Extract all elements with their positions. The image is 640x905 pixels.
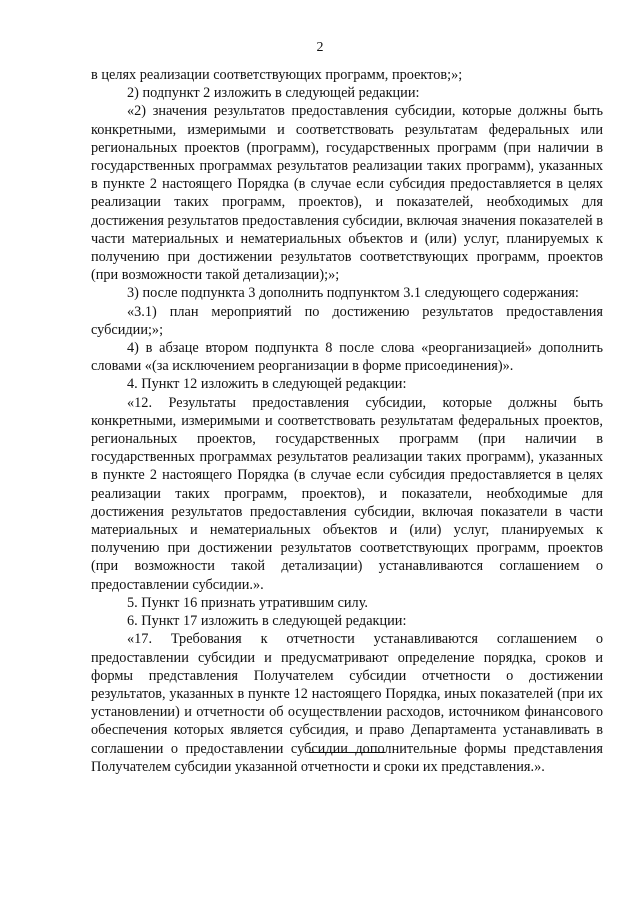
paragraph-subitem-4: 4) в абзаце втором подпункта 8 после слова «реорганизацией» дополнить словами «(за исключением реорганизации в форме присоединения)». (91, 340, 603, 375)
paragraph-subitem-2-heading: 2) подпункт 2 изложить в следующей редакции: (127, 85, 420, 102)
paragraph-subitem-3-1-text: «3.1) план мероприятий по достижению результатов предоставления субсидии;»; (91, 303, 603, 338)
paragraph-item-4-heading: 4. Пункт 12 изложить в следующей редакции: (127, 376, 407, 393)
paragraph-item-6-heading: 6. Пункт 17 изложить в следующей редакции: (127, 613, 407, 630)
paragraph-subitem-3: 3) после подпункта 3 дополнить подпунктом 3.1 следующего содержания: (127, 285, 579, 302)
closing-divider-line (309, 752, 385, 753)
paragraph-item-17-text: «17. Требования к отчетности устанавливаются соглашением о предоставлении субсидии и предусматривают определение порядка, сроков и формы представления Получателем субсидии отчетности о достижении результатов, указанных в пункте 12 настоящего Порядка, иных показателей (при их установлении) и отчетности об осуществлении расходов, источником финансового обеспечения которых является субсидия, и право Департамента устанавливать в соглашении о предоставлении субсидии дополнительные формы представления Получателем субсидии указанной отчетности и сроки их представления.». (91, 631, 603, 775)
paragraph-item-12-text: «12. Результаты предоставления субсидии, которые должны быть конкретными, измеримыми и соответствовать результатам федеральных проектов, региональных проектов, государственных программ (при наличии в государственных программах результатов реализации таких программ), указанных в пункте 2 настоящего Порядка (в случае если субсидия предоставляется в целях реализации таких программ, проектов), и показатели, необходимые для достижения результатов предоставления субсидии, включая показатели в части материальных и нематериальных объектов и (или) услуг, планируемых к получению при достижении результатов соответствующих программ, проектов (при возможности такой детализации) устанавливаются соглашением о предоставлении субсидии.». (91, 394, 603, 593)
paragraph-subitem-2-text: «2) значения результатов предоставления субсидии, которые должны быть конкретными, измеримыми и соответствовать результатам федеральных или региональных проектов (программ), государственных программ (при наличии в государственных программах результатов реализации таких программ), указанных в пункте 2 настоящего Порядка (в случае если субсидия предоставляется в целях реализации таких программ, проектов), и показателей, необходимых для достижения результатов предоставления субсидии, включая значения показателей в части материальных и нематериальных объектов и (или) услуг, планируемых к получению при достижении результатов соответствующих программ, проектов (при возможности такой детализации);»; (91, 103, 603, 284)
paragraph-continuation: в целях реализации соответствующих программ, проектов;»; (91, 67, 463, 83)
document-body (91, 66, 603, 776)
page-number: 2 (316, 40, 324, 55)
paragraph-item-5: 5. Пункт 16 признать утратившим силу. (127, 594, 368, 611)
